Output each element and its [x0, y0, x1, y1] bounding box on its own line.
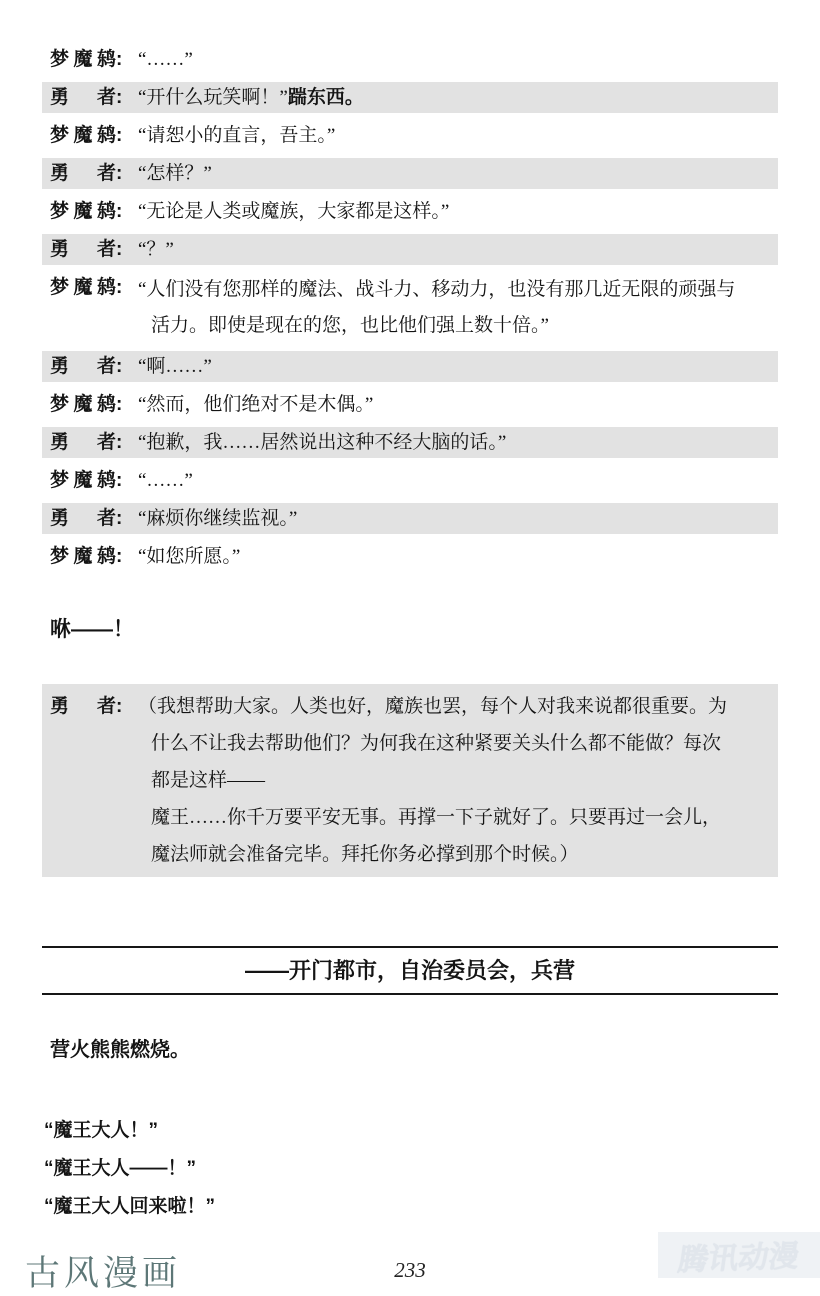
- dialogue-row: [42, 541, 778, 572]
- dialogue-row: [42, 503, 778, 534]
- dialogue-line: “如您所愿。”: [138, 546, 241, 567]
- speaker-name: 梦魔鸫: [50, 470, 116, 491]
- dialogue-speaker: [50, 272, 138, 303]
- dialogue-line: “抱歉，我……居然说出这种不经大脑的话。”: [138, 432, 507, 453]
- dialogue-text: [138, 120, 770, 151]
- dialogue-speaker: [50, 465, 138, 496]
- speaker-name: 梦魔鸫: [50, 277, 116, 298]
- dialogue-speaker: [50, 44, 138, 75]
- tencent-comics-watermark: [658, 1232, 820, 1278]
- dialogue-row: [42, 234, 778, 265]
- dialogue-text: [138, 158, 770, 189]
- sfx-text: 咻——！: [50, 618, 134, 641]
- speaker-name: 勇者: [50, 87, 116, 108]
- dialogue-text: [138, 389, 770, 420]
- dialogue-text: [138, 44, 770, 75]
- speaker-name: 梦魔鸫: [50, 125, 116, 146]
- speaker-name: 勇者: [50, 432, 116, 453]
- monologue-lines: [138, 688, 770, 873]
- monologue-line: 魔王……你千万要平安无事。再撑一下子就好了。只要再过一会儿，: [151, 807, 722, 828]
- section-header: ——开门都市，自治委员会，兵营: [244, 958, 575, 983]
- monologue-speaker: [50, 688, 138, 725]
- dialogue-speaker: [50, 541, 138, 572]
- dialogue-row: [42, 196, 778, 227]
- dialogue-line: “怎样？”: [138, 163, 212, 184]
- dialogue-text: [138, 272, 770, 344]
- monologue-line: 魔法师就会准备完毕。拜托你务必撑到那个时候。）: [151, 844, 579, 865]
- speaker-name: 勇者: [50, 696, 116, 717]
- speaker-name: 梦魔鸫: [50, 546, 116, 567]
- dialogue-text: [138, 427, 770, 458]
- dialogue-text: [138, 465, 770, 496]
- dialogue-speaker: [50, 82, 138, 113]
- dialogue-row: [42, 44, 778, 75]
- monologue-line: （我想帮助大家。人类也好，魔族也罢，每个人对我来说都很重要。为: [138, 696, 728, 717]
- dialogue-text: [138, 234, 770, 265]
- watermark-text: 腾讯动漫: [675, 1239, 802, 1278]
- speaker-colon: :: [116, 201, 123, 222]
- dialogue-speaker: [50, 427, 138, 458]
- dialogue-list: [42, 44, 778, 572]
- dialogue-line: “……”: [138, 470, 193, 491]
- publisher-logo: 古风漫画: [25, 1254, 182, 1294]
- speaker-colon: :: [116, 470, 123, 491]
- dialogue-speaker: [50, 196, 138, 227]
- speaker-colon: :: [116, 508, 123, 529]
- crowd-quote: “魔王大人！”: [44, 1120, 159, 1141]
- dialogue-row: [42, 120, 778, 151]
- dialogue-speaker: [50, 158, 138, 189]
- speaker-name: 梦魔鸫: [50, 49, 116, 70]
- dialogue-line: “然而，他们绝对不是木偶。”: [138, 394, 374, 415]
- dialogue-text: [138, 503, 770, 534]
- dialogue-line: 活力。即使是现在的您，也比他们强上数十倍。”: [151, 315, 549, 336]
- dialogue-row: [42, 427, 778, 458]
- dialogue-speaker: [50, 389, 138, 420]
- dialogue-text: [138, 196, 770, 227]
- speaker-name: 梦魔鸫: [50, 201, 116, 222]
- section-divider-bottom: [42, 993, 778, 995]
- dialogue-speaker: [50, 351, 138, 382]
- dialogue-line: “开什么玩笑啊！”踹东西。: [138, 87, 364, 108]
- dialogue-line: “请恕小的直言，吾主。”: [138, 125, 336, 146]
- speaker-colon: :: [116, 87, 123, 108]
- dialogue-line: “人们没有您那样的魔法、战斗力、移动力，也没有那几近无限的顽强与: [138, 279, 736, 300]
- narration-text: 营火熊熊燃烧。: [50, 1039, 190, 1061]
- speaker-colon: :: [116, 125, 123, 146]
- speaker-colon: :: [116, 277, 123, 298]
- speaker-colon: :: [116, 163, 123, 184]
- speaker-name: 勇者: [50, 163, 116, 184]
- dialogue-row: [42, 158, 778, 189]
- dialogue-text: [138, 82, 770, 113]
- monologue-line: 都是这样——: [151, 770, 266, 791]
- dialogue-line: “麻烦你继续监视。”: [138, 508, 298, 529]
- monologue-block: [42, 684, 778, 877]
- dialogue-speaker: [50, 503, 138, 534]
- dialogue-line: “？”: [138, 239, 174, 260]
- page-number: 233: [394, 1258, 426, 1282]
- script-page-content: [42, 44, 778, 1226]
- dialogue-line: “……”: [138, 49, 193, 70]
- speaker-colon: :: [116, 356, 123, 377]
- speaker-colon: :: [116, 394, 123, 415]
- dialogue-row: [42, 389, 778, 420]
- speaker-colon: :: [116, 49, 123, 70]
- crowd-quote: “魔王大人——！”: [44, 1158, 197, 1179]
- dialogue-speaker: [50, 234, 138, 265]
- dialogue-line: “啊……”: [138, 356, 212, 377]
- dialogue-row: [42, 351, 778, 382]
- speaker-colon: :: [116, 546, 123, 567]
- speaker-colon: :: [116, 239, 123, 260]
- action-text: 踹东西。: [287, 87, 364, 108]
- dialogue-row: [42, 465, 778, 496]
- dialogue-text: [138, 351, 770, 382]
- quote-list: [44, 1112, 778, 1226]
- speaker-colon: :: [116, 432, 123, 453]
- speaker-name: 勇者: [50, 356, 116, 377]
- monologue-line: 什么不让我去帮助他们？为何我在这种紧要关头什么都不能做？每次: [151, 733, 722, 754]
- speaker-name: 梦魔鸫: [50, 394, 116, 415]
- dialogue-text: [138, 541, 770, 572]
- dialogue-line: “无论是人类或魔族，大家都是这样。”: [138, 201, 450, 222]
- speaker-name: 勇者: [50, 239, 116, 260]
- crowd-quote: “魔王大人回来啦！”: [44, 1196, 216, 1217]
- speaker-name: 勇者: [50, 508, 116, 529]
- dialogue-row: [42, 82, 778, 113]
- speaker-colon: :: [116, 696, 123, 717]
- dialogue-row: [42, 272, 778, 344]
- dialogue-speaker: [50, 120, 138, 151]
